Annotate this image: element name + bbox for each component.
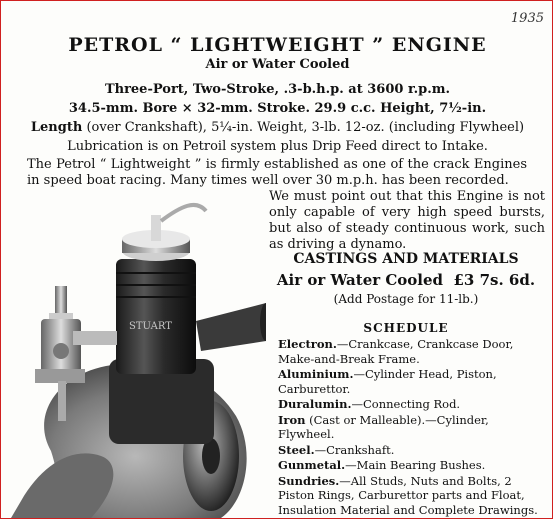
schedule-item xyxy=(278,458,546,473)
schedule-heading: SCHEDULE xyxy=(363,321,449,335)
schedule-desc: —Crankcase, Crankcase Door, Make-and-Break Frame. xyxy=(278,337,514,366)
spec-line-4: Lubrication is on Petroil system plus Drip Feed direct to Intake. xyxy=(67,139,488,154)
schedule-item xyxy=(278,397,546,412)
page-subtitle: Air or Water Cooled xyxy=(205,57,350,72)
price-value: £3 7s. 6d. xyxy=(453,271,536,289)
spec-line-3 xyxy=(1,120,553,135)
spec-length-label: Length xyxy=(30,120,83,135)
spec-line-2: 34.5-mm. Bore × 32-mm. Stroke. 29.9 c.c. Height, 7½-in. xyxy=(68,101,487,116)
schedule-item xyxy=(278,367,546,396)
spec-length-text: (over Crankshaft), 5¼-in. Weight, 3-lb. 12-oz. (including Flywheel) xyxy=(86,120,525,135)
schedule-desc: —Cylinder Head, Piston, Carburettor. xyxy=(278,367,497,396)
engine-engraving: STUART xyxy=(129,321,172,332)
capability-paragraph: We must point out that this Engine is not only capable of very high speed bursts, but also of steady continuous work, such as driving a dynamo. xyxy=(269,189,545,252)
schedule-item xyxy=(278,474,546,518)
castings-heading: CASTINGS AND MATERIALS xyxy=(293,251,519,267)
intro-paragraph: The Petrol “ Lightweight ” is firmly established as one of the crack Engines in speed boat racing. Many times well over 30 m.p.h. has been recorded. xyxy=(27,157,527,188)
schedule-item xyxy=(278,337,546,366)
schedule-term: Electron. xyxy=(278,337,337,351)
schedule-term: Gunmetal. xyxy=(278,458,346,472)
price-label: Air or Water Cooled xyxy=(276,271,444,289)
schedule-desc: —Main Bearing Bushes. xyxy=(345,458,486,472)
schedule-term: Sundries. xyxy=(278,473,340,488)
spec-line-1: Three-Port, Two-Stroke, .3-b.h.p. at 3600 r.p.m. xyxy=(104,82,451,97)
schedule-desc: —Crankshaft. xyxy=(314,442,395,457)
year-annotation: 1935 xyxy=(510,11,544,26)
page-title: PETROL “ LIGHTWEIGHT ” ENGINE xyxy=(68,34,487,56)
schedule-term: Aluminium. xyxy=(278,367,354,381)
postage-note: (Add Postage for 11-lb.) xyxy=(333,292,479,306)
schedule-term: Duralumin. xyxy=(278,397,352,411)
schedule-term: Steel. xyxy=(278,442,315,457)
price-line xyxy=(259,271,553,289)
schedule-item xyxy=(278,413,546,442)
schedule-item xyxy=(278,443,546,458)
schedule-desc: —All Studs, Nuts and Bolts, 2 Piston Rings, Carburettor parts and Float, Insulation Material and Complete Drawings. xyxy=(278,473,538,517)
schedule-desc: (Cast or Malleable).—Cylinder, Flywheel. xyxy=(278,412,489,441)
schedule-list xyxy=(278,337,546,518)
schedule-desc: —Connecting Rod. xyxy=(351,397,461,411)
schedule-term: Iron xyxy=(278,412,306,427)
engine-photo xyxy=(11,201,266,518)
